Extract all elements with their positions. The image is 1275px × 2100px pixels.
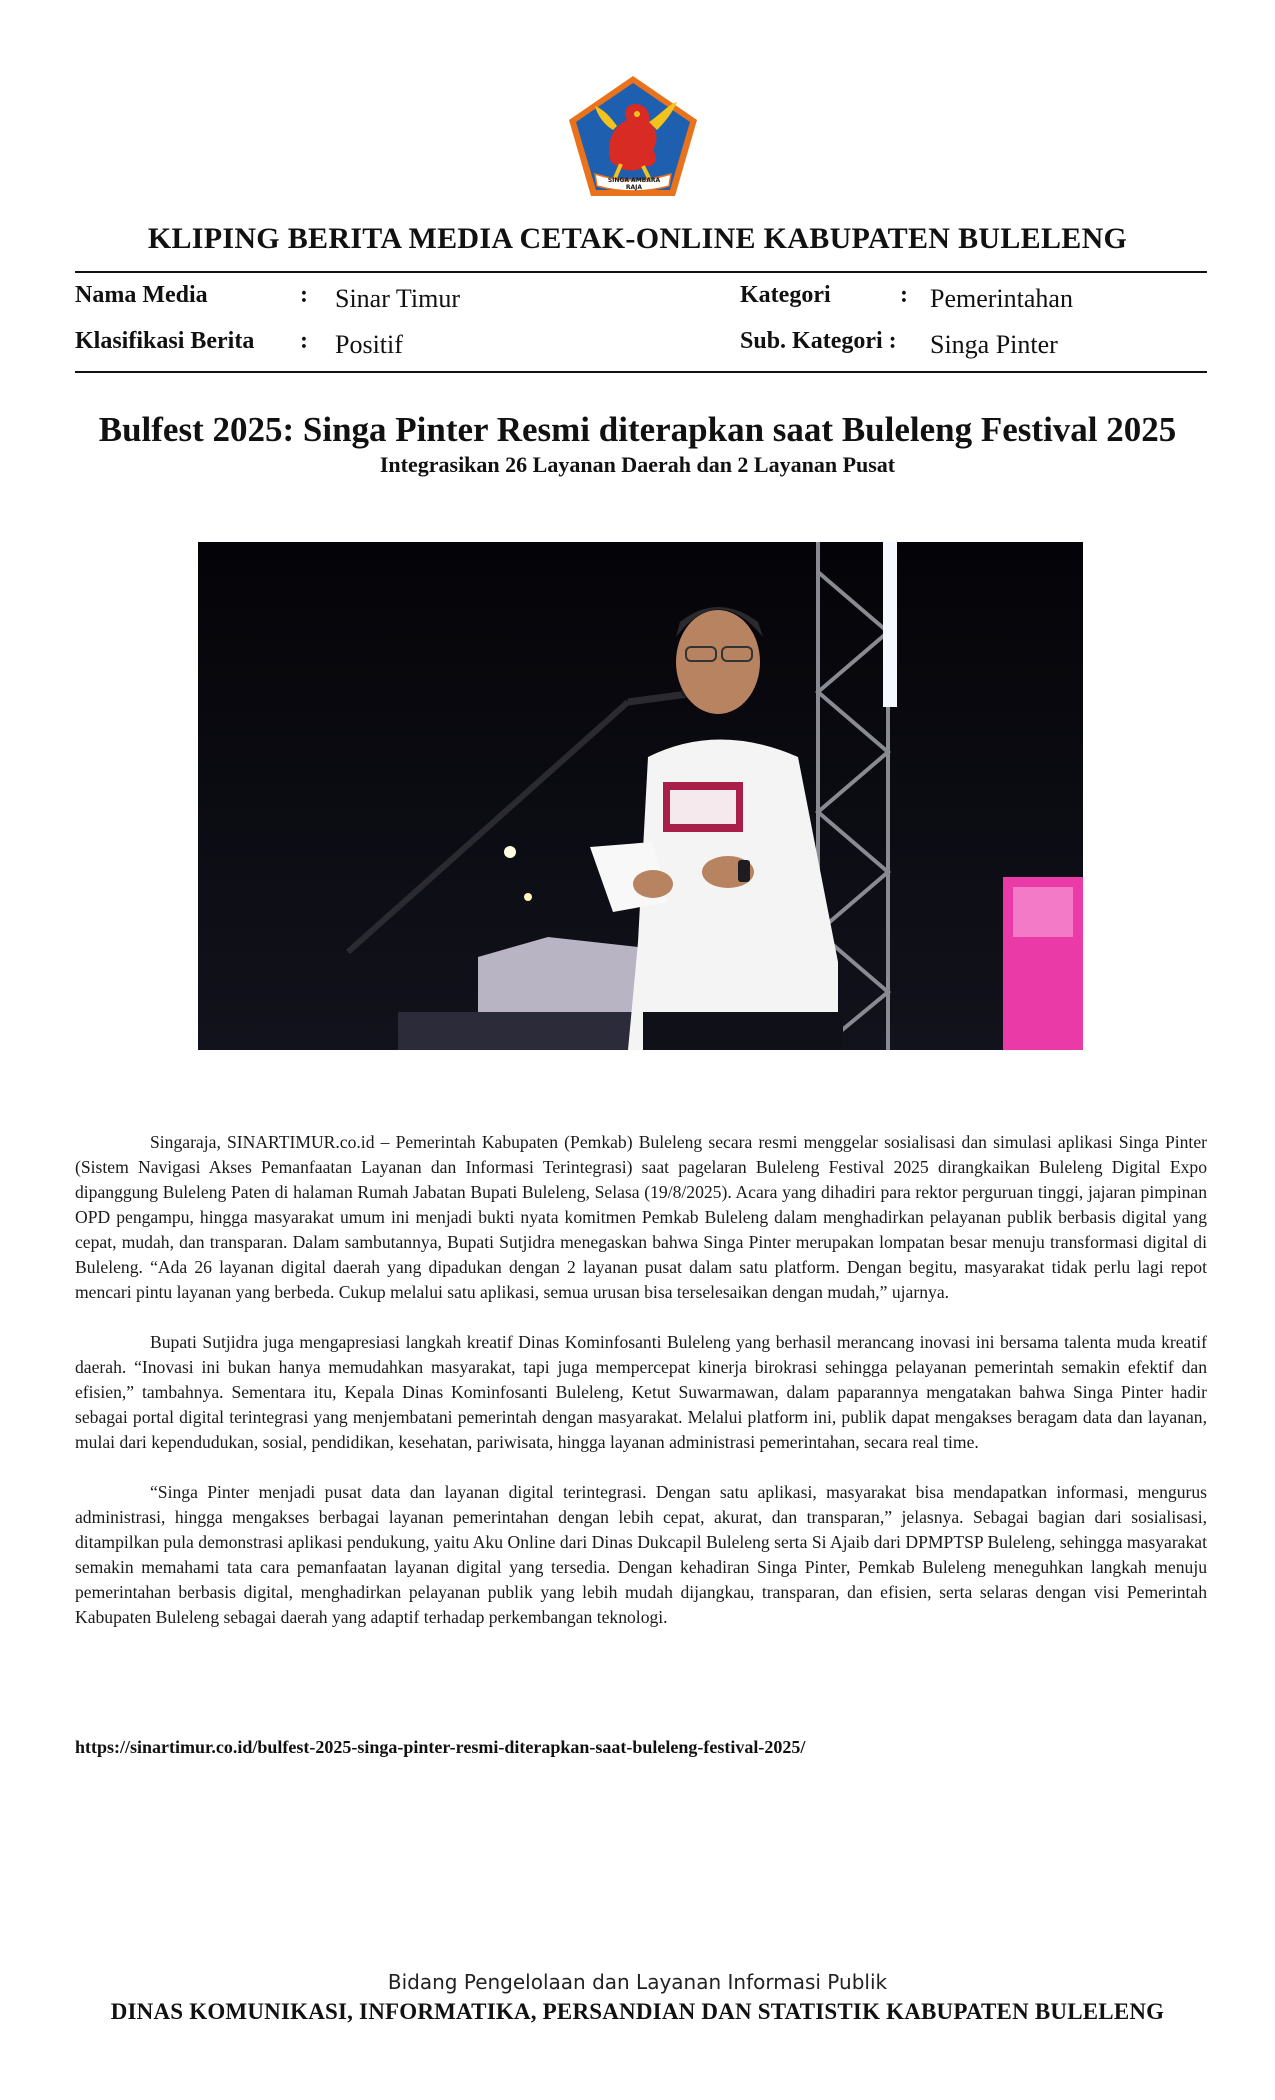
article-paragraph-1: Singaraja, SINARTIMUR.co.id – Pemerintah Kabupaten (Pemkab) Buleleng secara resmi menggelar sosialisasi dan simulasi aplikasi Singa Pinter (Sistem Navigasi Akses Pemanfaatan Layanan dan Informasi Terintegrasi) saat pagelaran Buleleng Festival 2025 dirangkaikan Buleleng Digital Expo dipanggung Buleleng Paten di halaman Rumah Jabatan Bupati Buleleng, Selasa (19/8/2025). Acara yang dihadiri para rektor perguruan tinggi, jajaran pimpinan OPD pengampu, hingga masyarakat umum ini menjadi bukti nyata komitmen Pemkab Buleleng dalam menghadirkan pelayanan publik berbasis digital yang cepat, mudah, dan transparan. Dalam sambutannya, Bupati Sutjidra menegaskan bahwa Singa Pinter merupakan lompatan besar menuju transformasi digital di Buleleng. “Ada 26 layanan digital daerah yang dipadukan dengan 2 layanan pusat dalam satu platform. Dengan begitu, masyarakat tidak perlu lagi repot mencari pintu layanan yang berbeda. Cukup melalui satu aplikasi, semua urusan bisa terselesaikan dengan mudah,” ujarnya. (75, 1132, 1207, 1302)
article-body (75, 1130, 1207, 1655)
klasifikasi-value: Positif (335, 330, 403, 359)
footer-agency: DINAS KOMUNIKASI, INFORMATIKA, PERSANDIAN DAN STATISTIK KABUPATEN BULELENG (110, 1999, 1165, 2024)
nama-media-colon: : (300, 282, 308, 308)
nama-media-value: Sinar Timur (335, 284, 460, 313)
meta-row-1 (75, 282, 1207, 322)
klasifikasi-colon: : (300, 328, 308, 354)
document-title: KLIPING BERITA MEDIA CETAK-ONLINE KABUPATEN BULELENG (147, 222, 1128, 255)
article-subheadline: Integrasikan 26 Layanan Daerah dan 2 Layanan Pusat (379, 452, 896, 477)
meta-row-2 (75, 328, 1207, 368)
klasifikasi-label: Klasifikasi Berita (75, 328, 255, 354)
sub-kategori-label: Sub. Kategori : (740, 328, 897, 354)
source-url-link[interactable]: https://sinartimur.co.id/bulfest-2025-singa-pinter-resmi-diterapkan-saat-buleleng-festival-2025/ (75, 1737, 806, 1757)
kategori-colon: : (900, 282, 908, 308)
kategori-value: Pemerintahan (930, 284, 1073, 313)
sub-kategori-value: Singa Pinter (930, 330, 1058, 359)
nama-media-label: Nama Media (75, 282, 208, 308)
article-paragraph-3: “Singa Pinter menjadi pusat data dan layanan digital terintegrasi. Dengan satu aplikasi, masyarakat bisa mendapatkan informasi, mengurus administrasi, hingga mengakses berbagai layanan pemerintahan dengan lebih cepat, akurat, dan transparan,” jelasnya. Sebagai bagian dari sosialisasi, ditampilkan pula demonstrasi aplikasi pendukung, yaitu Aku Online dari Dinas Dukcapil Buleleng serta Si Ajaib dari DPMPTSP Buleleng, sehingga masyarakat semakin memahami tata cara pemanfaatan layanan digital yang tersedia. Dengan kehadiran Singa Pinter, Pemkab Buleleng meneguhkan langkah menuju pemerintahan berbasis digital, menghadirkan pelayanan publik yang lebih mudah dijangkau, transparan, dan efisien, serta selaras dengan visi Pemerintah Kabupaten Buleleng sebagai daerah yang adaptif terhadap perkembangan teknologi. (75, 1482, 1207, 1627)
divider-top (75, 271, 1207, 273)
article-paragraph-2: Bupati Sutjidra juga mengapresiasi langkah kreatif Dinas Kominfosanti Buleleng yang berhasil merancang inovasi ini bersama talenta muda kreatif daerah. “Inovasi ini bukan hanya memudahkan masyarakat, tapi juga mempercepat kinerja birokrasi sehingga pelayanan pemerintah semakin efektif dan efisien,” tambahnya. Sementara itu, Kepala Dinas Kominfosanti Buleleng, Ketut Suwarmawan, dalam paparannya mengatakan bahwa Singa Pinter hadir sebagai portal digital terintegrasi yang menjembatani pemerintah dengan masyarakat. Melalui platform ini, publik dapat mengakses beragam data dan layanan, mulai dari kependudukan, sosial, pendidikan, kesehatan, pariwisata, hingga layanan administrasi pemerintahan, secara real time. (75, 1332, 1207, 1452)
singa-ambara-raja-crest-icon (565, 74, 701, 200)
kategori-label: Kategori (740, 282, 831, 308)
speaker-at-microphone-photo (198, 542, 1083, 1050)
footer-department: Bidang Pengelolaan dan Layanan Informasi Publik (387, 1970, 888, 1994)
crest-motto: SINGA AMBARA RAJA (607, 177, 661, 191)
divider-bottom (75, 371, 1207, 373)
article-headline: Bulfest 2025: Singa Pinter Resmi diterapkan saat Buleleng Festival 2025 (98, 410, 1177, 449)
